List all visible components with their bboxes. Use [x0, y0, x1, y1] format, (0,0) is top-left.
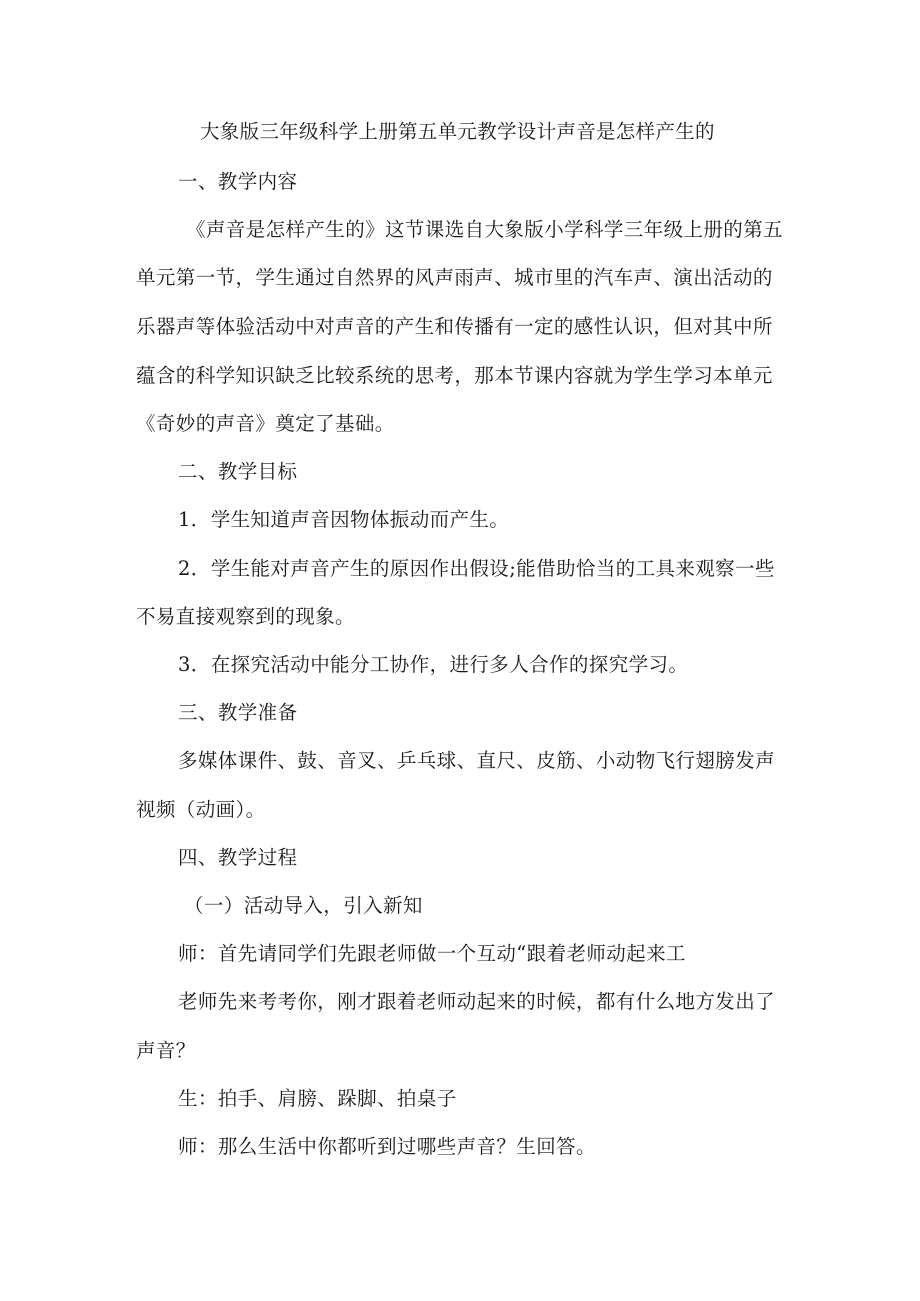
document-title: 大象版三年级科学上册第五单元教学设计声音是怎样产生的 [200, 120, 715, 143]
objective-item-1: 1．学生知道声音因物体振动而产生。 [178, 508, 510, 531]
paragraph-line: 单元第一节，学生通过自然界的风声雨声、城市里的汽车声、演出活动的 [136, 266, 773, 289]
section-heading-objectives: 二、教学目标 [178, 460, 298, 483]
paragraph-line: 视频（动画）。 [136, 798, 266, 821]
paragraph-line: 不易直接观察到的现象。 [136, 605, 355, 628]
paragraph-line: 乐器声等体验活动中对声音的产生和传播有一定的感性认识，但对其中所 [136, 315, 773, 338]
paragraph-line: 《奇妙的声音》奠定了基础。 [136, 412, 395, 435]
objective-item-2: 2．学生能对声音产生的原因作出假设;能借助恰当的工具来观察一些 [178, 557, 775, 580]
paragraph-line: 多媒体课件、鼓、音叉、乒乓球、直尺、皮筋、小动物飞行翅膀发声 [178, 749, 776, 772]
paragraph-line: 生：拍手、肩膀、跺脚、拍桌子 [178, 1087, 457, 1110]
paragraph-line: 老师先来考考你，刚才跟着老师动起来的时候，都有什么地方发出了 [178, 990, 776, 1013]
section-heading-content: 一、教学内容 [178, 170, 298, 193]
paragraph-line: 师：首先请同学们先跟老师做一个互动“跟着老师动起来工 [178, 942, 686, 965]
section-heading-preparation: 三、教学准备 [178, 701, 298, 724]
paragraph-line: 蕴含的科学知识缺乏比较系统的思考，那本节课内容就为学生学习本单元 [136, 364, 773, 387]
section-heading-process: 四、教学过程 [178, 846, 298, 869]
subsection-heading: （一）活动导入，引入新知 [184, 894, 423, 917]
paragraph-line: 《声音是怎样产生的》这节课选自大象版小学科学三年级上册的第五 [186, 218, 784, 241]
objective-item-3: 3．在探究活动中能分工协作，进行多人合作的探究学习。 [178, 653, 689, 676]
paragraph-line: 师：那么生活中你都听到过哪些声音？生回答。 [178, 1135, 596, 1158]
paragraph-line: 声音？ [136, 1039, 196, 1062]
